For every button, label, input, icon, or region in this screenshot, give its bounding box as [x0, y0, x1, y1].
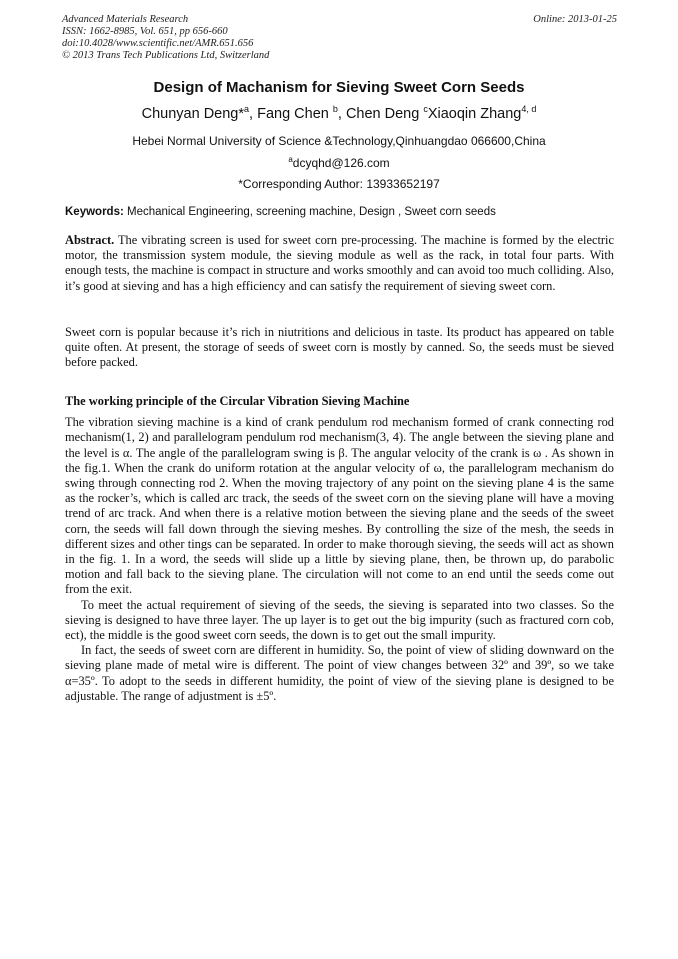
section-paragraph-3: In fact, the seeds of sweet corn are different in humidity. So, the point of view of sliding downward on the sieving plane made of metal wire is different. The point of view changes between 32º and 39º, so we take α=35º. To adopt to the seeds in different humidity, the point of view of the sieving plane is designed to be adjustable. The range of adjustment is ±5º.: [65, 643, 614, 703]
author-affil-mark: a: [244, 104, 250, 114]
author-affil-mark: 4, d: [521, 104, 537, 114]
paper-title: Design of Machanism for Sieving Sweet Corn Seeds: [153, 79, 525, 96]
email-mark: a: [288, 155, 293, 164]
intro-text: Sweet corn is popular because it’s rich in niutritions and delicious in taste. Its product has appeared on table quite often. At present, the storage of seeds of sweet corn is mostly by canned. So, the seeds must be sieved before packed.: [65, 325, 614, 370]
corresponding-author: *Corresponding Author: 13933652197: [238, 177, 440, 191]
author-name: Chunyan Deng*: [141, 105, 245, 122]
abstract-text: The vibrating screen is used for sweet corn pre-processing. The machine is formed by the electric motor, the transmission system module, the sieving module as well as the rack, in total four parts. With enough tests, the machine is compact in structure and works smoothly and can avoid too much colliding. Also, it’s good at sieving and has a high efficiency and can satisfy the requirement of sieving sweet corn.: [65, 233, 614, 293]
email-address: dcyqhd@126.com: [292, 156, 390, 170]
author-affil-mark: b: [332, 104, 338, 114]
author-affil-mark: c: [423, 104, 428, 114]
section-paragraph-2: To meet the actual requirement of sieving of the seeds, the sieving is separated into two classes. So the sieving is designed to have three layer. The up layer is to get out the big impurity (such as fractured corn cob, ect), the middle is the good sweet corn seeds, the down is to get out the small impurity.: [65, 597, 614, 643]
author-list: [0, 104, 678, 122]
affiliation: Hebei Normal University of Science &Technology,Qinhuangdao 066600,China: [132, 134, 546, 148]
keywords-label: Keywords:: [65, 206, 124, 218]
journal-issn: ISSN: 1662-8985, Vol. 651, pp 656-660: [62, 26, 228, 37]
author-email: [0, 155, 678, 170]
introduction-paragraph: [65, 325, 614, 371]
journal-header: [62, 14, 617, 62]
abstract: [65, 233, 614, 294]
keywords-text: Mechanical Engineering, screening machine, Design , Sweet corn seeds: [123, 206, 496, 218]
keywords: [65, 206, 615, 218]
journal-doi: doi:10.4028/www.scientific.net/AMR.651.656: [62, 38, 254, 49]
abstract-label: Abstract.: [65, 233, 115, 247]
online-date: Online: 2013-01-25: [533, 14, 617, 25]
journal-copyright: © 2013 Trans Tech Publications Ltd, Switzerland: [62, 50, 270, 61]
author-name: , Fang Chen: [249, 105, 329, 122]
author-name: Xiaoqin Zhang: [427, 105, 522, 122]
working-principle-section: [65, 394, 614, 704]
section-heading: The working principle of the Circular Vibration Sieving Machine: [65, 394, 410, 408]
journal-name: Advanced Materials Research: [62, 14, 189, 25]
section-paragraph-1: The vibration sieving machine is a kind of crank pendulum rod mechanism formed of crank connecting rod mechanism(1, 2) and parallelogram pendulum rod mechanism(3, 4). The angle between the sieving plane and the level is α. The angle of the parallelogram swing is β. The angular velocity of the crank is ω . As shown in the fig.1. When the crank do uniform rotation at the angular velocity of ω, the parallelogram mechanism do swing through connecting rod 2. When the moving trajectory of any point on the sieving plane 4 is the same as the rocker’s, which is called arc track, the seeds of the sweet corn on the sieving plane will have a moving trend of arc track. And when there is a relative motion between the sieving plane and the seeds of the sweet corn, the seeds will fall down through the sieving meshes. By controlling the size of the mesh, the seeds in different sizes and other tings can be separated. In order to make thorough sieving, the seeds will act as shown in the fig. 1. In a word, the seeds will slide up a little by sieving plane, then, be thrown up, do parabolic motion and fall back to the sieving plane. The circulation will not come to an end until the seeds come out from the exit.: [65, 415, 614, 597]
author-name: , Chen Deng: [337, 105, 420, 122]
